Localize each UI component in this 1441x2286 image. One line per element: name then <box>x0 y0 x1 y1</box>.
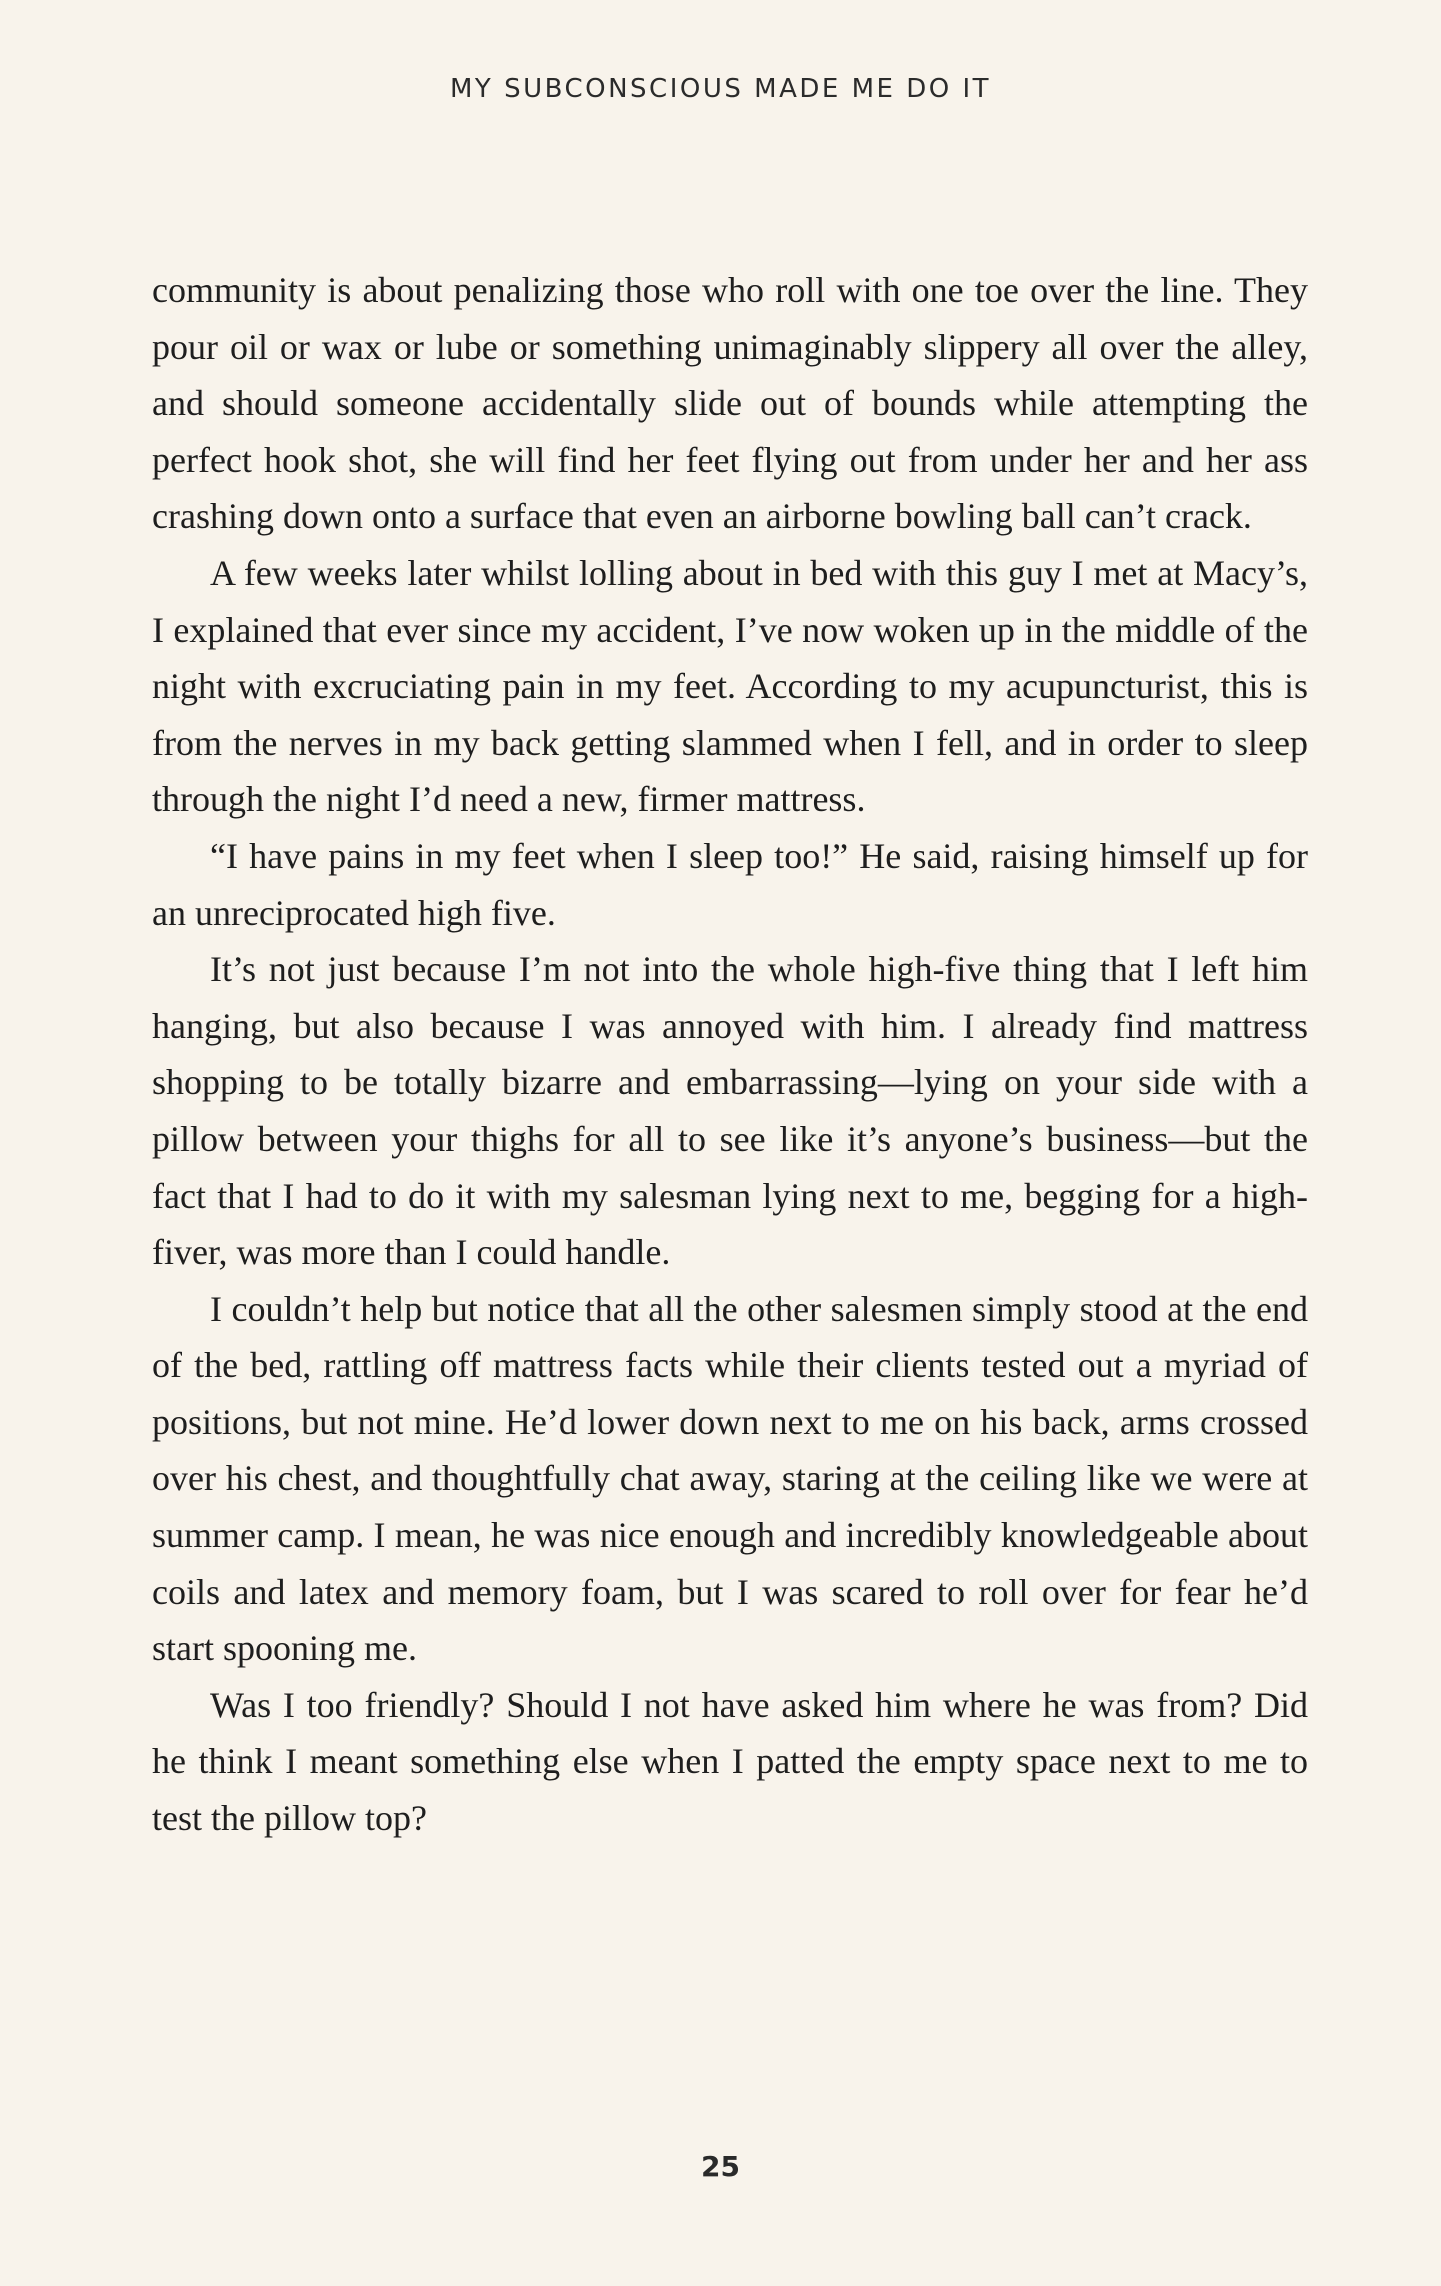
paragraph: “I have pains in my feet when I sleep too!” He said, raising himself up for an unreciprocated high five. <box>152 835 1308 933</box>
page-number: 25 <box>701 2150 740 2183</box>
body-text <box>152 262 1308 1847</box>
paragraph: It’s not just because I’m not into the whole high-five thing that I left him hanging, but also because I was annoyed with him. I already find mattress shopping to be totally bizarre and embarrassing—lying on your side with a pillow between your thighs for all to see like it’s anyone’s business—but the fact that I had to do it with my salesman lying next to me, begging for a high-fiver, was more than I could handle. <box>152 949 1308 1273</box>
paragraph: community is about penalizing those who roll with one toe over the line. They pour oil or wax or lube or something unimaginably slippery all over the alley, and should someone accidentally slide out of bounds while attempting the perfect hook shot, she will find her feet flying out from under her and her ass crashing down onto a surface that even an airborne bowling ball can’t crack. <box>152 270 1308 537</box>
paragraph: A few weeks later whilst lolling about in bed with this guy I met at Macy’s, I explained that ever since my accident, I’ve now woken up in the middle of the night with excruciating pain in my feet. According to my acupuncturist, this is from the nerves in my back getting slammed when I fell, and in order to sleep through the night I’d need a new, firmer mattress. <box>152 552 1308 820</box>
paragraph: Was I too friendly? Should I not have asked him where he was from? Did he think I meant something else when I patted the empty space next to me to test the pillow top? <box>152 1684 1308 1839</box>
running-head: MY SUBCONSCIOUS MADE ME DO IT <box>449 74 991 104</box>
paragraph: I couldn’t help but notice that all the other salesmen simply stood at the end of the bed, rattling off mattress facts while their clients tested out a myriad of positions, but not mine. He’d lower down next to me on his back, arms crossed over his chest, and thoughtfully chat away, staring at the ceiling like we were at summer camp. I mean, he was nice enough and incredibly knowledgeable about coils and latex and memory foam, but I was scared to roll over for fear he’d start spooning me. <box>152 1288 1308 1669</box>
